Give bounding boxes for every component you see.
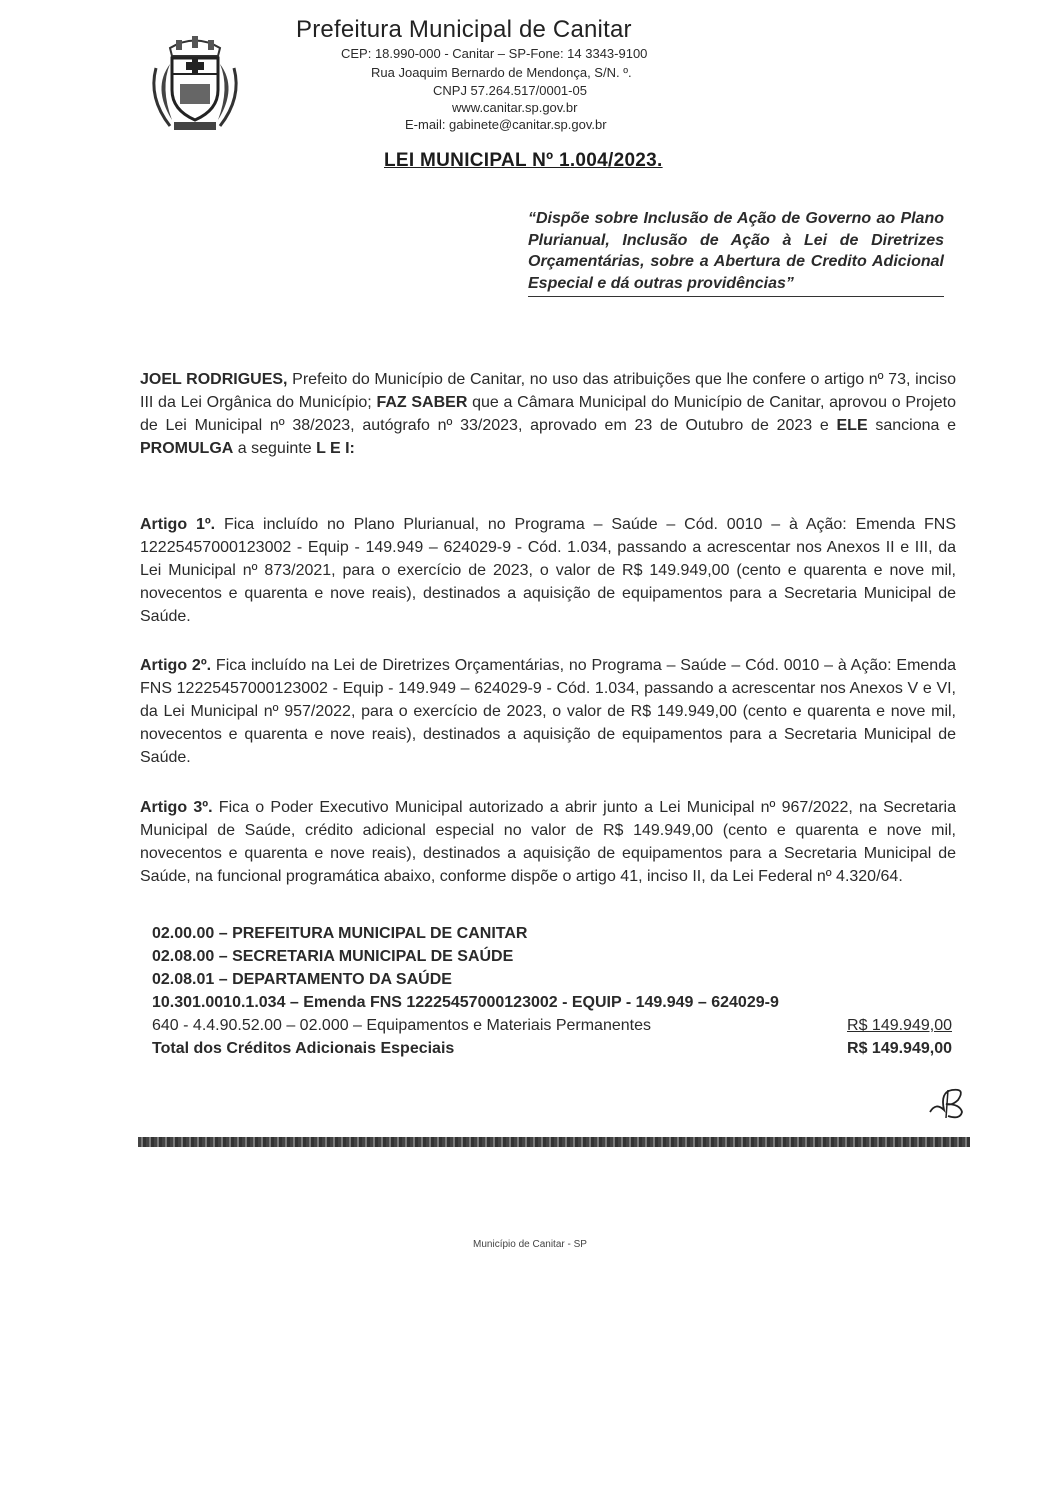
promulga-text: PROMULGA (140, 440, 234, 457)
municipal-coat-of-arms-icon (140, 28, 250, 138)
budget-total-amount: R$ 149.949,00 (847, 1040, 952, 1057)
article-3-label: Artigo 3º. (140, 799, 213, 816)
signature-icon (926, 1082, 976, 1122)
header-email: E-mail: gabinete@canitar.sp.gov.br (405, 117, 607, 132)
mayor-name: JOEL RODRIGUES, (140, 371, 288, 388)
ele-text: ELE (836, 417, 868, 434)
lei-text: L E I: (316, 440, 355, 457)
budget-line-prefeitura: 02.00.00 – PREFEITURA MUNICIPAL DE CANITAR (152, 925, 528, 942)
law-summary: “Dispõe sobre Inclusão de Ação de Governo ao Plano Plurianual, Inclusão de Ação à Lei de Diretrizes Orçamentárias, sobre a Abertura de Credito Adicional Especial e dá outras providências” (528, 208, 944, 297)
preamble-text-1: Prefeito do Município de Canitar, no uso das atribuições que lhe confere o artigo nº 73, inciso III da Lei Orgânica do Município; (140, 371, 956, 411)
budget-line-secretaria: 02.08.00 – SECRETARIA MUNICIPAL DE SAÚDE (152, 948, 514, 965)
header-address: Rua Joaquim Bernardo de Mendonça, S/N. º. (371, 65, 632, 80)
budget-item-label: 640 - 4.4.90.52.00 – 02.000 – Equipamentos e Materiais Permanentes (152, 1017, 651, 1034)
preamble-paragraph (140, 368, 956, 460)
preamble-text-3: sanciona e (867, 417, 957, 434)
header-website: www.canitar.sp.gov.br (452, 100, 578, 115)
budget-total-label: Total dos Créditos Adicionais Especiais (152, 1040, 455, 1057)
budget-item-row (152, 1014, 952, 1037)
article-2-label: Artigo 2º. (140, 657, 212, 674)
header-cep-phone: CEP: 18.990-000 - Canitar – SP-Fone: 14 3343-9100 (341, 46, 648, 61)
header-cnpj: CNPJ 57.264.517/0001-05 (433, 83, 587, 98)
budget-item-amount: R$ 149.949,00 (847, 1017, 952, 1034)
budget-total-row (152, 1037, 952, 1060)
budget-allocation (152, 922, 952, 1060)
article-2-text: Fica incluído na Lei de Diretrizes Orçamentárias, no Programa – Saúde – Cód. 0010 – à Ação: Emenda FNS 12225457000123002 - Equip - 149.949 – 624029-9 - Cód. 1.034, passando a acrescentar nos Anexos V e VI, da Lei Municipal nº 957/2022, para o exercício de 2023, o valor de R$ 149.949,00 (cento e quarenta e nove mil, novecentos e quarenta e nove reais), destinados a aquisição de equipamentos para a Secretaria Municipal de Saúde. (140, 657, 957, 766)
budget-line-funcional: 10.301.0010.1.034 – Emenda FNS 12225457000123002 - EQUIP - 149.949 – 624029-9 (152, 994, 779, 1011)
article-3 (140, 796, 956, 888)
article-1-label: Artigo 1º. (140, 516, 216, 533)
footer-text: Município de Canitar - SP (473, 1239, 587, 1250)
article-2 (140, 654, 956, 769)
article-1-text: Fica incluído no Plano Plurianual, no Programa – Saúde – Cód. 0010 – à Ação: Emenda FNS 12225457000123002 - Equip - 149.949 – 624029-9 - Cód. 1.034, passando a acrescentar nos Anexos II e III, da Lei Municipal nº 873/2021, para o exercício de 2023, o valor de R$ 149.949,00 (cento e quarenta e nove mil, novecentos e quarenta e nove reais), destinados a aquisição de equipamentos para a Secretaria Municipal de Saúde. (140, 516, 957, 625)
preamble-text-4: a seguinte (233, 440, 317, 457)
budget-line-departamento: 02.08.01 – DEPARTAMENTO DA SAÚDE (152, 971, 452, 988)
footer-divider (138, 1137, 970, 1147)
law-title: LEI MUNICIPAL Nº 1.004/2023. (384, 150, 663, 171)
preamble-text-2: que a Câmara Municipal do Município de Canitar, aprovou o Projeto de Lei Municipal nº 38/2023, autógrafo nº 33/2023, aprovado em 23 de Outubro de 2023 e (140, 394, 957, 434)
prefecture-title: Prefeitura Municipal de Canitar (296, 16, 632, 43)
article-3-text: Fica o Poder Executivo Municipal autorizado a abrir junto a Lei Municipal nº 967/2022, na Secretaria Municipal de Saúde, crédito adicional especial no valor de R$ 149.949,00 (cento e quarenta e nove mil, novecentos e quarenta e nove reais), destinados a aquisição de equipamentos para a Secretaria Municipal de Saúde, na funcional programática abaixo, conforme dispõe o artigo 41, inciso II, da Lei Federal nº 4.320/64. (140, 799, 957, 885)
faz-saber-text: FAZ SABER (376, 394, 468, 411)
article-1 (140, 513, 956, 628)
